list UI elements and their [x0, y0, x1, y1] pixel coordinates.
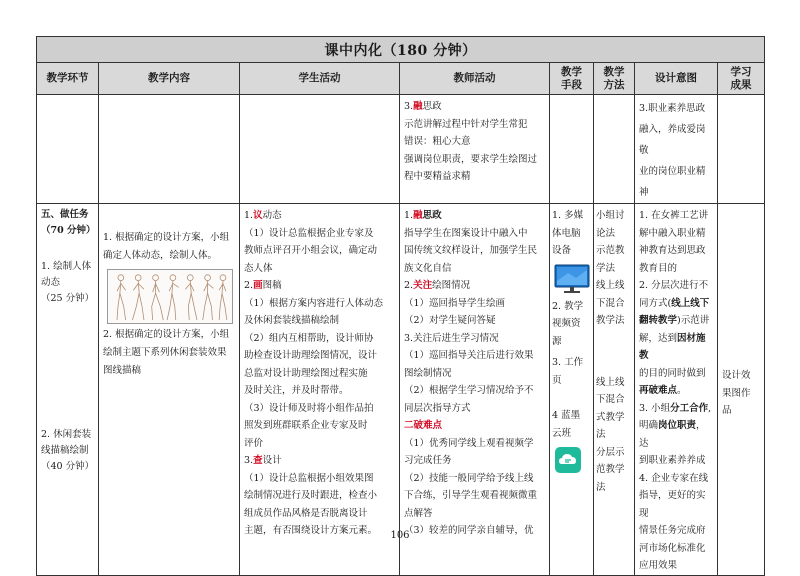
cloud-class-app-icon — [554, 446, 582, 474]
cell-design-a: 3.职业素养思政 融入，养成爱岗敬 业的岗位职业精 神 — [635, 95, 718, 204]
header-teacher: 教师活动 — [400, 63, 550, 95]
header-student: 学生活动 — [240, 63, 400, 95]
header-outcome: 学习成果 — [718, 63, 765, 95]
cell-student-b: 1.议动态 （1）设计总监根据企业专家及 教师点评召开小组会议，确定动 态人体 2.画图稿 （1）根据方案内容进行人体动态 及休闲套装线描稿绘制 （2）组内互相帮助，设计师协 助检查设计助理绘图情况，设计 总监对设计助理绘图过程实施 及时关注，并及时帮带。 （3）设计师及时将小组作品拍 照发到班群联系企业专家及时 评价 3.查设计 （1）设计总监根据小组效果图 绘制情况进行及时跟进，检查小 组成员作品风格是否脱离设计 主题，有否围绕设计方案元素。 — [240, 204, 400, 576]
table-title: 课中内化（180 分钟） — [37, 37, 765, 63]
figure-sketch-image — [107, 269, 233, 324]
cell-method-b: 小组讨 论法 示范教 学法 线上线 下混合 教学法 线上线 下混合 式教学 法 分层示 范教学 法 — [594, 204, 635, 576]
header-means: 教学手段 — [550, 63, 594, 95]
cell-content-b: 1. 根据确定的设计方案，小组 确定人体动态，绘制人体。 2. 根据确定的设计方案，小组 绘制主题下系列休闲套装效果 图线描稿 — [99, 204, 240, 576]
keyword-cha: 查 — [253, 455, 263, 466]
keyword-yi: 议 — [253, 210, 263, 221]
monitor-icon — [554, 264, 590, 294]
step-number: 3. — [404, 101, 414, 112]
keyword-rong: 融 — [413, 210, 423, 221]
page-number: 106 — [390, 530, 410, 541]
keyword-rong: 融 — [413, 101, 423, 112]
cell-means-b: 1. 多媒 体电脑 设备 2. 教学 视频资 源 3. 工作 页 4 蓝墨 云班 — [550, 204, 594, 576]
header-row — [37, 63, 765, 95]
lesson-plan-sheet — [36, 36, 764, 571]
keyword-guanzhu: 关注 — [413, 280, 433, 291]
header-content: 教学内容 — [99, 63, 240, 95]
header-stage: 教学环节 — [37, 63, 99, 95]
table-row — [37, 95, 765, 204]
table-row — [37, 204, 765, 576]
cell-outcome-a — [718, 95, 765, 204]
stage-title: 五、做任务 — [41, 209, 89, 220]
cell-student-a — [240, 95, 400, 204]
cell-method-a — [594, 95, 635, 204]
cell-outcome-b: 设计效 果图作 品 — [718, 204, 765, 576]
keyword-hua: 画 — [253, 280, 263, 291]
header-method: 教学方法 — [594, 63, 635, 95]
cell-design-b: 1. 在女裤工艺讲 解中融入职业精 神教育达到思政 教育目的 2. 分层次进行不 同方式(线上线下 翻转教学)示范讲 解，达到因材施教 的目的同时做到 再破难点。 3. 小组分工合作, 明确岗位职责，达 到职业素养养成 4. 企业专家在线 指导，更好的实现 情景任务完成府 河市场化标准化 应用效果 — [635, 204, 718, 576]
cell-teacher-b: 1.融思政 指导学生在图案设计中融入中 国传统文纹样设计，加强学生民 族文化自信 2.关注绘图情况 （1）巡回指导学生绘画 （2）对学生疑问答疑 3.关注后进生学习情况 （1）巡回指导关注后进行效果 图绘制情况 （2）根据学生学习情况给予不 同层次指导方式 二破难点 （1）优秀同学线上观看视频学 习完成任务 （2）技能一般同学给予线上线 下合练，引导学生观看视频微重 点解答 （3）较差的同学亲自辅导，优 — [400, 204, 550, 576]
lesson-plan-table — [36, 36, 765, 576]
cell-teacher-a: 3.融思政 示范讲解过程中针对学生常犯 错误：粗心大意 强调岗位职责，要求学生绘图过 程中要精益求精 — [400, 95, 550, 204]
cell-stage-b: 五、做任务 （70 分钟） 1. 绘制人体 动态 （25 分钟） 2. 休闲套装 线描稿绘制 （40 分钟） — [37, 204, 99, 576]
keyword-breakthrough: 二破难点 — [404, 420, 443, 431]
cell-means-a — [550, 95, 594, 204]
header-design: 设计意图 — [635, 63, 718, 95]
cell-content-a — [99, 95, 240, 204]
cell-stage-a — [37, 95, 99, 204]
